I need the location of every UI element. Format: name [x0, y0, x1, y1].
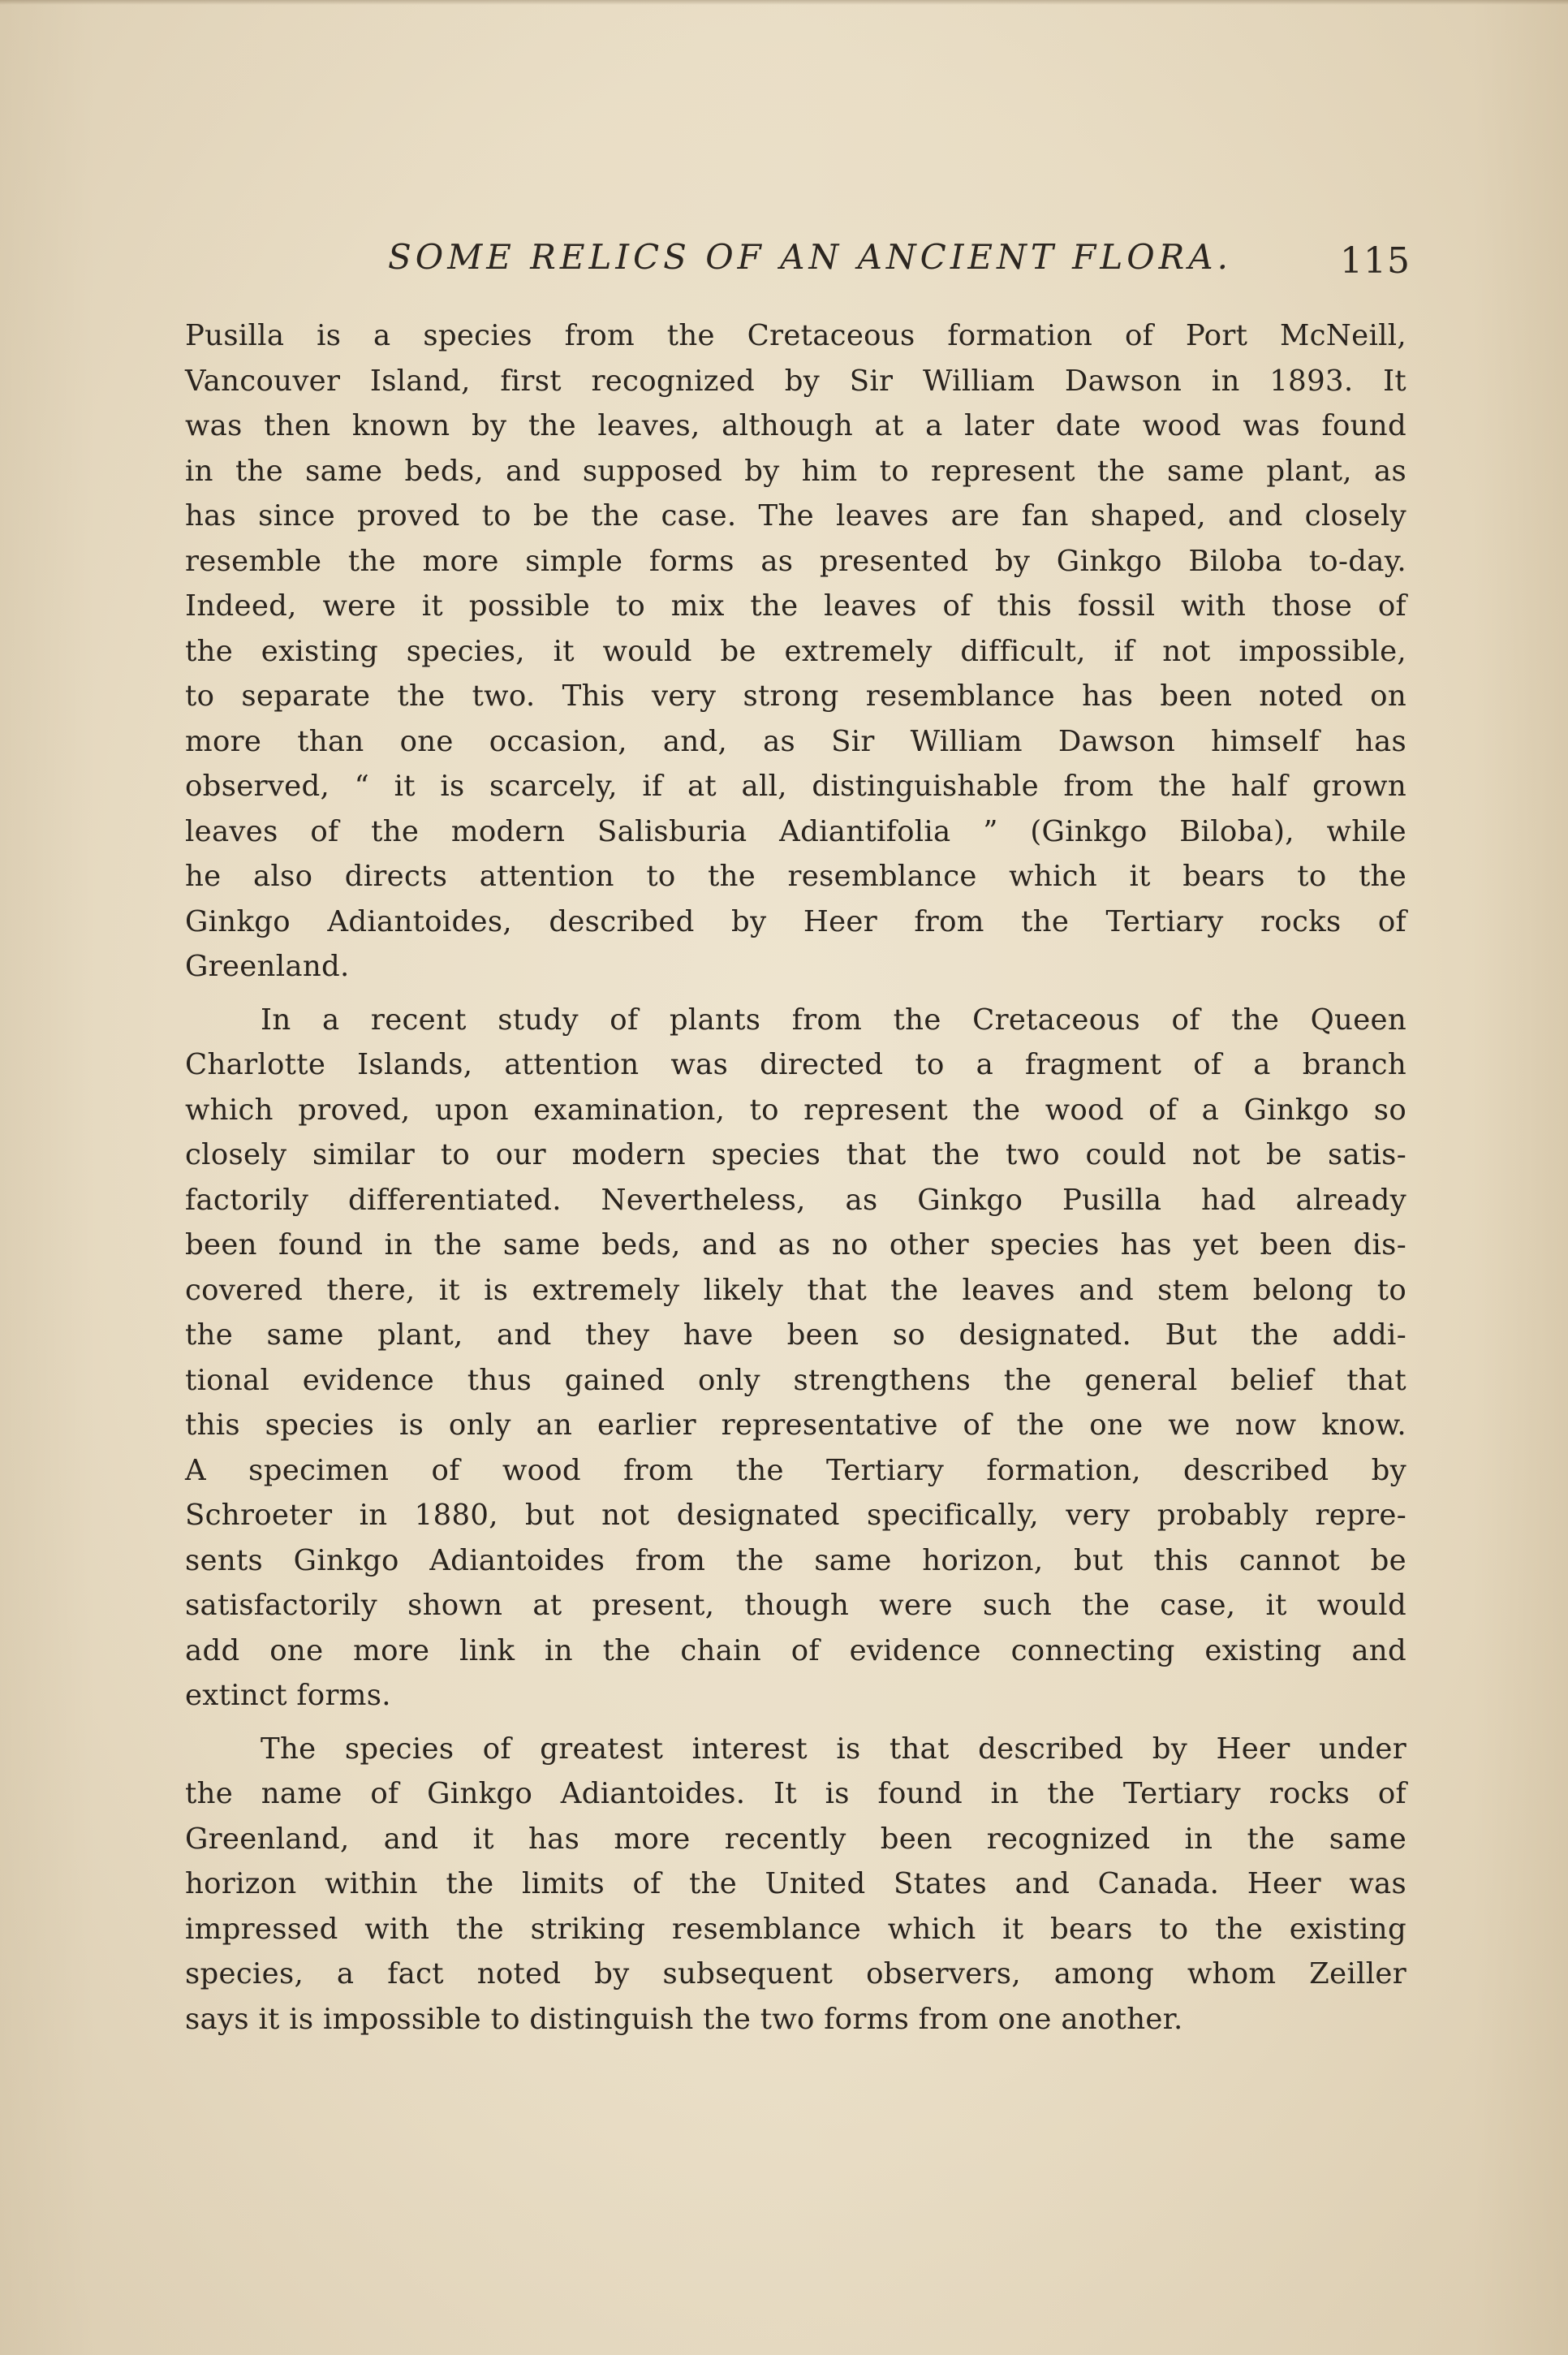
text-line: observed, “ it is scarcely, if at all, distinguishable from the half grown [185, 770, 1406, 803]
text-line: Greenland. [185, 950, 350, 983]
text-line: has since proved to be the case. The leaves are fan shaped, and closely [185, 499, 1406, 533]
page-number: 115 [1340, 240, 1411, 282]
text-line: been found in the same beds, and as no other species has yet been dis- [185, 1228, 1406, 1262]
text-line: extinct forms. [185, 1679, 391, 1712]
text-line: Charlotte Islands, attention was directed to a fragment of a branch [185, 1048, 1406, 1081]
text-line: Schroeter in 1880, but not designated specifically, very probably repre- [185, 1499, 1406, 1532]
text-line: was then known by the leaves, although at a later date wood was found [185, 409, 1406, 442]
text-line: horizon within the limits of the United States and Canada. Heer was [185, 1867, 1406, 1900]
paragraph-gap [185, 990, 1406, 998]
text-line: closely similar to our modern species that the two could not be satis- [185, 1138, 1406, 1171]
text-line: add one more link in the chain of evidence connecting existing and [185, 1633, 1406, 1667]
text-line: impressed with the striking resemblance which it bears to the existing [185, 1912, 1406, 1946]
text-line: covered there, it is extremely likely that the leaves and stem belong to [185, 1273, 1406, 1307]
body-text [185, 313, 1406, 2042]
text-line: leaves of the modern Salisburia Adiantifolia ” (Ginkgo Biloba), while [185, 814, 1406, 848]
text-line: The species of greatest interest is that described by Heer under [261, 1732, 1406, 1766]
text-line: resemble the more simple forms as presented by Ginkgo Biloba to-day. [185, 544, 1406, 578]
text-line: he also directs attention to the resemblance which it bears to the [185, 860, 1406, 893]
paragraph-1 [185, 313, 1406, 990]
text-line: species, a fact noted by subsequent observers, among whom Zeiller [185, 1957, 1406, 1991]
running-head [388, 237, 1411, 294]
text-line: the name of Ginkgo Adiantoides. It is found in the Tertiary rocks of [185, 1777, 1406, 1810]
text-line: Pusilla is a species from the Cretaceous formation of Port McNeill, [185, 319, 1406, 352]
text-line: Greenland, and it has more recently been recognized in the same [185, 1822, 1406, 1856]
text-line: says it is impossible to distinguish the two forms from one another. [185, 2002, 1183, 2036]
text-line: sents Ginkgo Adiantoides from the same horizon, but this cannot be [185, 1543, 1406, 1577]
text-line: more than one occasion, and, as Sir William Dawson himself has [185, 724, 1406, 758]
text-line: this species is only an earlier representative of the one we now know. [185, 1408, 1406, 1442]
text-line: which proved, upon examination, to represent the wood of a Ginkgo so [185, 1093, 1406, 1127]
text-line: the same plant, and they have been so designated. But the addi- [185, 1318, 1406, 1352]
text-line: Indeed, were it possible to mix the leaves of this fossil with those of [185, 589, 1406, 623]
running-title: SOME RELICS OF AN ANCIENT FLORA. [388, 237, 1232, 277]
text-line: A specimen of wood from the Tertiary formation, described by [185, 1453, 1406, 1487]
paragraph-gap [185, 1719, 1406, 1727]
text-line: the existing species, it would be extremely difficult, if not impossible, [185, 634, 1406, 668]
page-top-edge [0, 0, 1568, 5]
text-line: to separate the two. This very strong resemblance has been noted on [185, 679, 1406, 713]
text-line: in the same beds, and supposed by him to represent the same plant, as [185, 454, 1406, 488]
paragraph-2 [185, 998, 1406, 1719]
text-line: factorily differentiated. Nevertheless, as Ginkgo Pusilla had already [185, 1183, 1406, 1217]
text-line: Vancouver Island, first recognized by Sir William Dawson in 1893. It [185, 364, 1406, 398]
text-line: In a recent study of plants from the Cretaceous of the Queen [261, 1003, 1406, 1037]
text-line: Ginkgo Adiantoides, described by Heer from the Tertiary rocks of [185, 904, 1406, 938]
text-line: tional evidence thus gained only strengthens the general belief that [185, 1363, 1406, 1397]
paragraph-3 [185, 1727, 1406, 2042]
text-line: satisfactorily shown at present, though were such the case, it would [185, 1589, 1406, 1622]
